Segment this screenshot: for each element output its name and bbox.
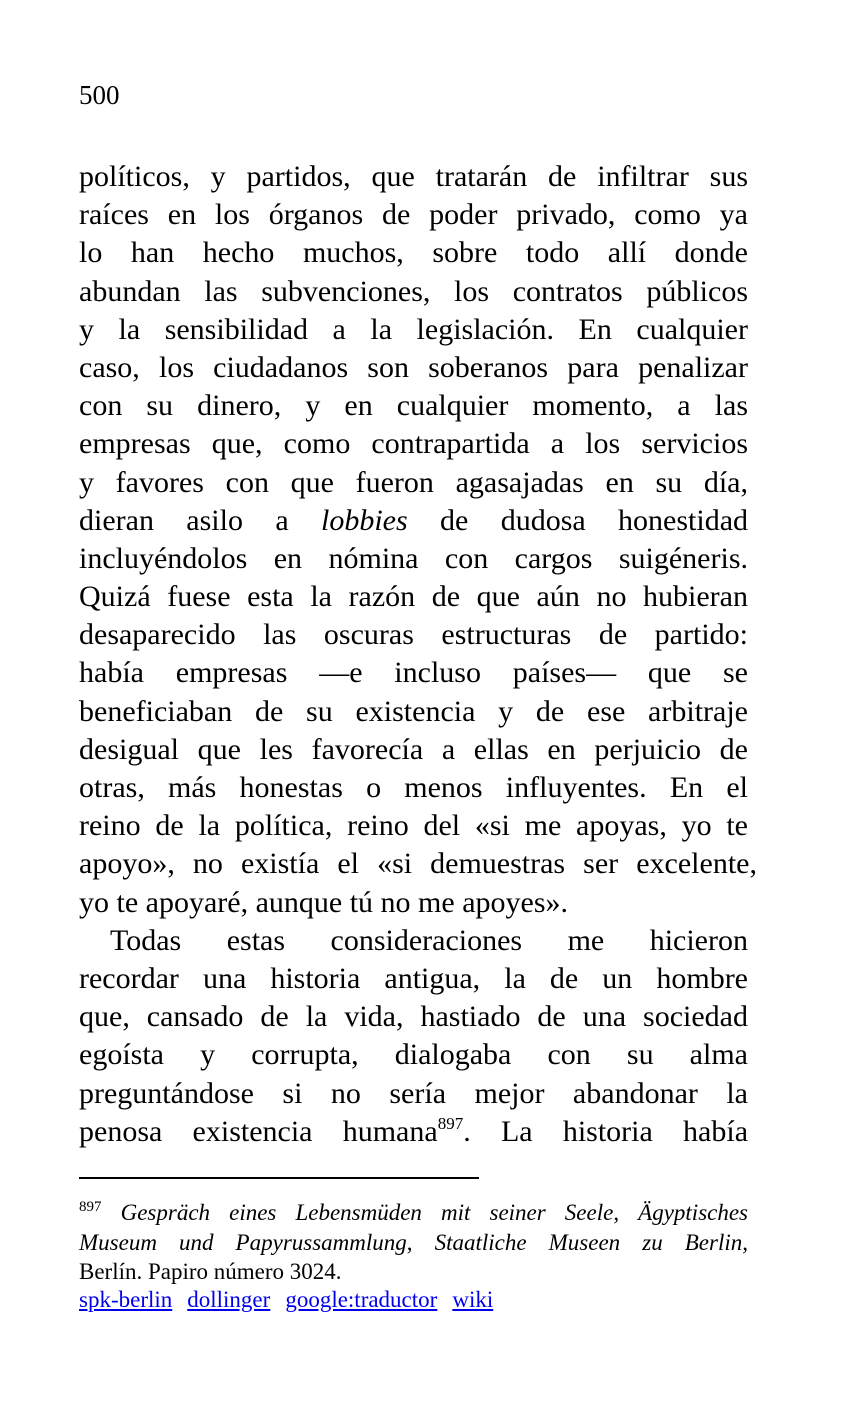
text-line: egoísta y corrupta, dialogaba con su alma	[79, 1038, 748, 1072]
text-line: raíces en los órganos de poder privado, como ya	[79, 198, 748, 232]
text-line: otras, más honestas o menos influyentes. En el	[79, 771, 748, 804]
text-line: recordar una historia antigua, la de un hombre	[79, 961, 748, 995]
line-segment: penosa existencia humana	[79, 1114, 438, 1148]
text-line: con su dinero, y en cualquier momento, a las	[79, 389, 748, 423]
footnote-line	[79, 1228, 748, 1258]
text-line: había empresas —e incluso países— que se	[79, 656, 748, 690]
text-line: preguntándose si no sería mejor abandonar la	[79, 1076, 748, 1110]
text-line: abundan las subvenciones, los contratos públicos	[79, 274, 748, 308]
page-number: 500	[79, 80, 120, 110]
text-line: y favores con que fueron agasajadas en su día,	[79, 465, 748, 499]
link-spk-berlin[interactable]: spk-berlin	[79, 1287, 173, 1312]
text-line: desaparecido las oscuras estructuras de partido:	[79, 618, 748, 652]
text-line: Quizá fuese esta la razón de que aún no hubieran	[79, 580, 748, 614]
footnote-separator	[79, 1177, 479, 1179]
text-line: yo te apoyaré, aunque tú no me apoyes».	[79, 885, 569, 919]
footnote-title: Museum und Papyrussammlung	[79, 1229, 407, 1255]
link-wiki[interactable]: wiki	[452, 1287, 494, 1312]
line-segment: . La historia había	[463, 1114, 749, 1148]
link-dollinger[interactable]: dollinger	[187, 1287, 271, 1312]
line-segment: dieran asilo a	[79, 503, 321, 537]
body-text	[79, 158, 757, 1151]
text-line: apoyo», no existía el «si demuestras ser excelente,	[79, 847, 757, 881]
footnote-separator-text: ,	[406, 1229, 435, 1255]
footnote-title: Staatliche Museen zu Berlin,	[434, 1229, 748, 1255]
text-line-with-footnote-ref	[79, 1113, 748, 1151]
text-line: desigual que les favorecía a ellas en perjuicio de	[79, 732, 748, 766]
text-line: que, cansado de la vida, hastiado de una sociedad	[79, 1000, 748, 1034]
text-line-with-italic	[79, 502, 748, 540]
text-line: incluyéndolos en nómina con cargos suigéneris.	[79, 541, 748, 575]
footnote	[79, 1198, 748, 1287]
italic-word: lobbies	[321, 503, 408, 537]
text-line: políticos, y partidos, que tratarán de infiltrar sus	[79, 160, 748, 193]
line-segment: de dudosa honestidad	[407, 503, 749, 537]
footnote-mark: 897	[79, 1199, 102, 1215]
text-line: reino de la política, reino del «si me apoyas, yo te	[79, 809, 748, 843]
link-google-traductor[interactable]: google:traductor	[285, 1287, 438, 1312]
footnote-title: Ägyptisches	[638, 1200, 749, 1225]
footnote-line	[79, 1198, 748, 1228]
text-line: lo han hecho muchos, sobre todo allí donde	[79, 236, 748, 270]
text-line: caso, los ciudadanos son soberanos para penalizar	[79, 350, 748, 384]
link-row	[79, 1285, 508, 1315]
footnote-title: Gespräch eines Lebensmüden mit seiner Seele	[120, 1200, 614, 1225]
text-line: beneficiaban de su existencia y de ese arbitraje	[79, 694, 748, 728]
footnote-reference[interactable]: 897	[437, 1113, 464, 1133]
footnote-line: Berlín. Papiro número 3024.	[79, 1259, 342, 1284]
paragraph-first-line: Todas estas consideraciones me hicieron	[110, 923, 748, 957]
text-line: y la sensibilidad a la legislación. En cualquier	[79, 312, 748, 346]
footnote-separator-text: ,	[613, 1200, 639, 1225]
text-line: empresas que, como contrapartida a los servicios	[79, 427, 748, 461]
